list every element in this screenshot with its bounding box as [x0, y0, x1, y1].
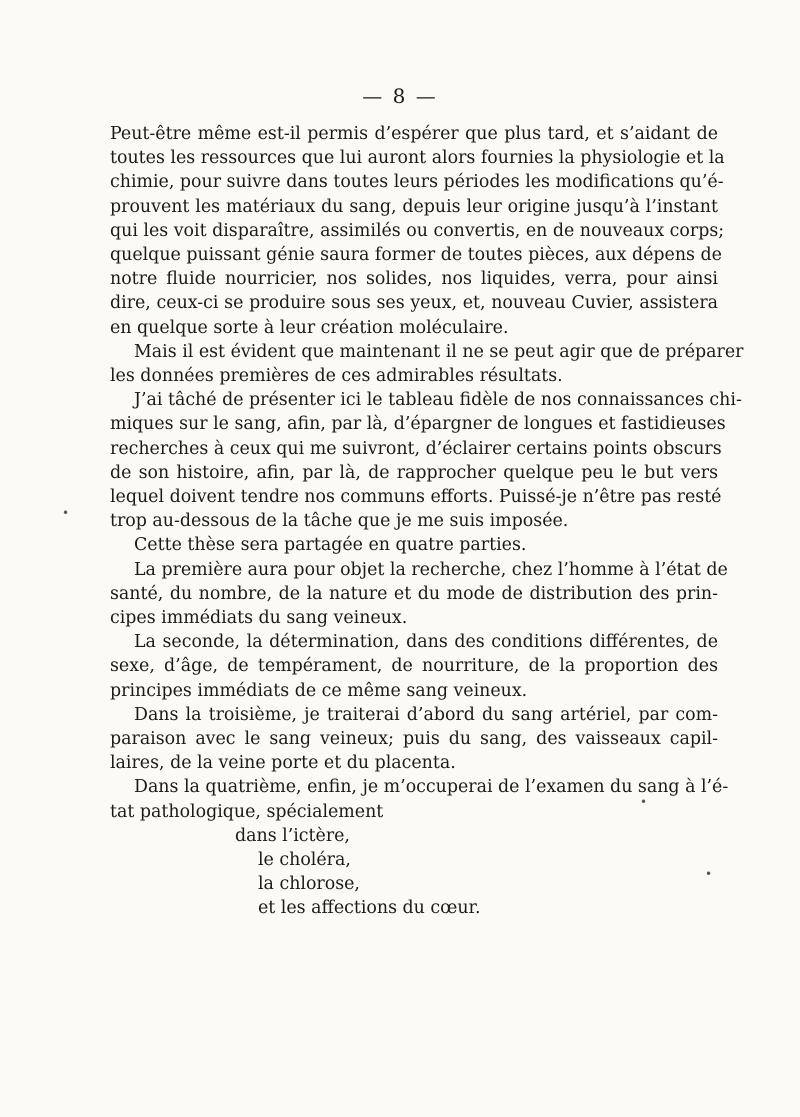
text-line: prouvent les matériaux du sang, depuis leur origine jusqu’à l’instant: [110, 196, 718, 217]
page-number: — 8 —: [362, 84, 438, 108]
text-line: Dans la troisième, je traiterai d’abord du sang artériel, par com-: [134, 704, 718, 725]
text-line: qui les voit disparaître, assimilés ou convertis, en de nouveaux corps;: [110, 220, 725, 241]
list-item: dans l’ictère,: [235, 826, 350, 846]
text-line: recherches à ceux qui me suivront, d’éclairer certains points obscurs: [110, 438, 722, 459]
bullet-mark: •: [62, 506, 70, 520]
text-line: miques sur le sang, afin, par là, d’épargner de longues et fastidieuses: [110, 414, 726, 435]
text-line: La première aura pour objet la recherche, chez l’homme à l’état de: [134, 559, 728, 580]
text-line: tat pathologique, spécialement: [110, 801, 384, 822]
text-line: toutes les ressources que lui auront alors fournies la physiologie et la: [110, 148, 725, 169]
text-line: trop au-dessous de la tâche que je me suis imposée.: [110, 511, 569, 532]
body-text: [110, 122, 744, 824]
list-item: la chlorose,: [258, 874, 360, 894]
text-line: lequel doivent tendre nos communs efforts. Puissé-je n’être pas resté: [110, 487, 722, 508]
text-line: paraison avec le sang veineux; puis du sang, des vaisseaux capil-: [110, 729, 718, 750]
text-line: quelque puissant génie saura former de toutes pièces, aux dépens de: [110, 245, 722, 266]
text-line: Cette thèse sera partagée en quatre parties.: [134, 535, 527, 556]
text-line: Peut-être même est-il permis d’espérer que plus tard, et s’aidant de: [110, 124, 718, 144]
text-line: les données premières de ces admirables résultats.: [110, 366, 563, 387]
text-line: Dans la quatrième, enfin, je m’occuperai de l’examen du sang à l’é-: [134, 777, 729, 798]
text-line: J’ai tâché de présenter ici le tableau fidèle de nos connaissances chi-: [134, 390, 742, 411]
text-line: cipes immédiats du sang veineux.: [110, 608, 408, 629]
text-line: notre fluide nourricier, nos solides, nos liquides, verra, pour ainsi: [110, 269, 718, 290]
text-line: La seconde, la détermination, dans des conditions différentes, de: [134, 632, 718, 653]
text-line: de son histoire, afin, par là, de rapprocher quelque peu le but vers: [110, 462, 718, 483]
text-line: en quelque sorte à leur création moléculaire.: [110, 317, 509, 338]
bullet-mark: •: [705, 867, 713, 881]
text-line: dire, ceux-ci se produire sous ses yeux, et, nouveau Cuvier, assistera: [110, 293, 718, 314]
text-line: principes immédiats de ce même sang veineux.: [110, 680, 528, 701]
text-line: chimie, pour suivre dans toutes leurs périodes les modifications qu’é-: [110, 172, 724, 193]
text-line: sexe, d’âge, de tempérament, de nourriture, de la proportion des: [110, 656, 718, 677]
list-item: le choléra,: [258, 850, 351, 870]
text-line: santé, du nombre, de la nature et du mode de distribution des prin-: [110, 583, 718, 604]
list-item: et les affections du cœur.: [258, 898, 481, 918]
text-line: Mais il est évident que maintenant il ne se peut agir que de préparer: [134, 341, 744, 362]
text-line: laires, de la veine porte et du placenta.: [110, 753, 456, 774]
bullet-mark: •: [640, 795, 648, 809]
